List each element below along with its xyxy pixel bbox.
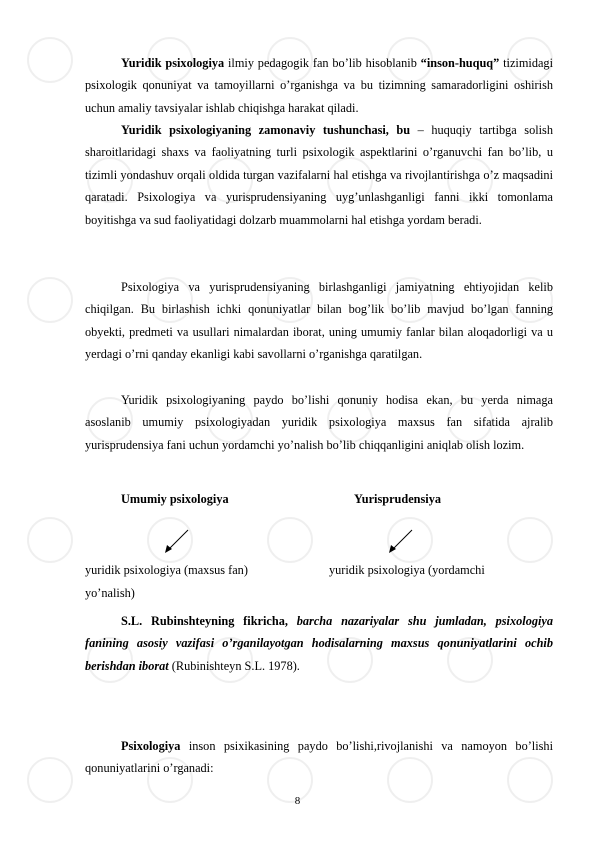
diagram-right-result-cont: yo’nalish) [85,586,135,600]
paragraph-integration: Psixologiya va yurisprudensiyaning birlashganligi jamiyatning ehtiyojidan kelib chiqilgan. Bu birlashish ichki qonuniyatlar bilan bog’lik bo’lib mavjud bo’lgan fanning obyekti, predmeti va usullari nimalardan iborat, uning umumiy fanlar bilan aloqadorligi va u yerdagi o’rni qanday ekanligi kabi savollarni o’rganishga qaratilgan. [85,280,553,362]
term-modern-concept: Yuridik psixologiyaning zamonaviy tushunchasi, bu [121,123,411,137]
diagram-left-result: yuridik psixologiya (maxsus fan) [85,563,248,577]
quote-text: barcha nazariyalar shu jumladan, psixologiya fanining asosiy vazifasi o’rganilayotgan hodisalarning maxsus qonuniyatlarini ochib berishdan iborat [85,614,554,673]
term-psixologiya: Psixologiya [121,739,181,753]
right-arrow [392,530,412,550]
page-number: 8 [294,795,301,807]
paragraph-emergence: Yuridik psixologiyaning paydo bo’lishi qonuniy hodisa ekan, bu yerda nimaga asoslanib umumiy psixologiyadan yuridik psixologiya maxsus fan sifatida ajralib yurisprudensiya fani uchun yordamchi yo’nalish bo’lib chiqqanligini aniqlab olish lozim. [85,393,553,452]
right-arrowhead [389,545,396,553]
diagram-left-label: Umumiy psixologiya [121,492,229,506]
term-yuridik-psixologiya: Yuridik psixologiya [121,56,225,70]
term-inson-huquq: “inson-huquq” [420,56,500,70]
paragraph-psixologiya: Psixologiya inson psixikasining paydo bo’lishi,rivojlanishi va namoyon bo’lishi qonuniyatlarini o’rganadi: [85,739,553,776]
quote-author: S.L. Rubinshteyning fikricha, [121,614,288,628]
paragraph-quote [85,610,553,677]
left-arrowhead [165,545,172,553]
paragraph-modern-concept: Yuridik psixologiyaning zamonaviy tushunchasi, bu – huquqiy tartibga solish sharoitlaridagi shaxs va faoliyatning turli psixologik aspektlarini o’rganuvchi fan bo’lib, u tizimli yondashuv orqali oldida turgan vazifalarni hal etishga va rivojlantirishga o’z maqsadini qaratadi. Psixologiya va yurisprudensiyaning uyg’unlashganligi fanni ikki tomonlama boyitishga va sud faoliyatidagi dolzarb muammolarni hal etishga yordam beradi. [85,123,553,227]
diagram-right-result: yuridik psixologiya (yordamchi [329,563,485,577]
diagram-right-label: Yurisprudensiya [354,492,442,506]
quote-source: (Rubinishteyn S.L. 1978). [168,658,300,673]
left-arrow [168,530,188,550]
paragraph-definition: Yuridik psixologiya ilmiy pedagogik fan bo’lib hisoblanib “inson-huquq” tizimidagi psixologik qonuniyat va tamoyillarni o’rganishga va bu tizimning samaradorligini oshirish uchun amaliy tavsiyalar ishlab chiqishga harakat qiladi. [85,56,553,115]
